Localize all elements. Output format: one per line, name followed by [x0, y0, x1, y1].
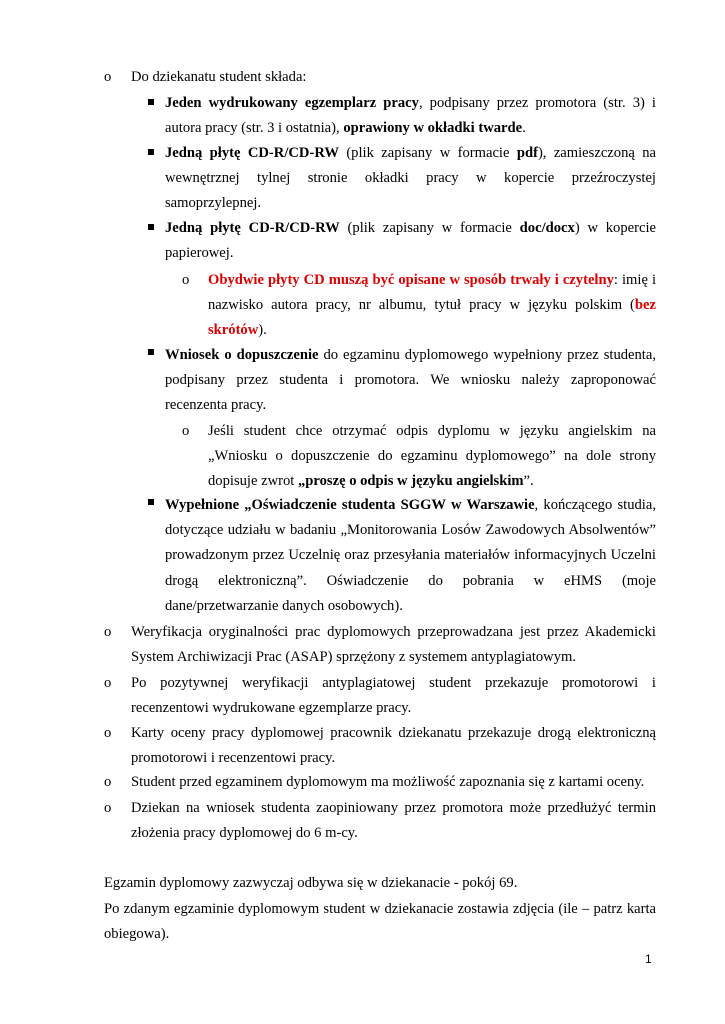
- list-item: Jedną płytę CD-R/CD-RW (plik zapisany w formacie pdf), zamieszczoną na: [165, 145, 656, 161]
- list-item-text: System Archiwizacji Prac (ASAP) sprzężony z systemem antyplagiatowym.: [131, 649, 577, 665]
- square-bullet-icon: [148, 149, 154, 155]
- list-item-text: dotyczące udziału w badaniu „Monitorowania Losów Zawodowych Absolwentów”: [165, 522, 656, 538]
- list-item-text: podpisany przez studenta i promotora. We wniosku należy zaproponować: [165, 372, 656, 388]
- list-item-text: recenzentowi wydrukowane egzemplarze pracy.: [131, 700, 412, 716]
- list-item: Do dziekanatu student składa:: [131, 69, 307, 85]
- list-item-text: recenzenta pracy.: [165, 397, 267, 413]
- list-item: Weryfikacja oryginalności prac dyplomowych przeprowadzana jest przez Akademicki: [131, 624, 656, 640]
- square-bullet-icon: [148, 99, 154, 105]
- list-item-text: nazwisko autora pracy, nr albumu, tytuł pracy w języku polskim (bez: [208, 297, 656, 313]
- square-bullet-icon: [148, 224, 154, 230]
- list-item: Po pozytywnej weryfikacji antyplagiatowej student przekazuje promotorowi i: [131, 675, 656, 691]
- paragraph: Egzamin dyplomowy zazwyczaj odbywa się w dziekanacie - pokój 69.: [104, 875, 518, 891]
- list-item-text: papierowej.: [165, 245, 234, 261]
- paragraph: Po zdanym egzaminie dyplomowym student w dziekanacie zostawia zdjęcia (ile – patrz karta: [104, 901, 656, 917]
- list-item-text: promotorowi i recenzentowi pracy.: [131, 750, 336, 766]
- list-marker: o: [104, 725, 112, 741]
- list-marker: o: [104, 774, 112, 790]
- list-marker: o: [104, 624, 112, 640]
- list-item-text: skrótów).: [208, 322, 267, 338]
- list-item: Obydwie płyty CD muszą być opisane w sposób trwały i czytelny: imię i: [208, 272, 656, 288]
- list-item: Wniosek o dopuszczenie do egzaminu dyplomowego wypełniony przez studenta,: [165, 347, 656, 363]
- square-bullet-icon: [148, 349, 154, 355]
- list-item-text: samoprzylepnej.: [165, 195, 262, 211]
- square-bullet-icon: [148, 499, 154, 505]
- list-marker: o: [104, 69, 112, 85]
- list-item: Student przed egzaminem dyplomowym ma możliwość zapoznania się z kartami oceny.: [131, 774, 645, 790]
- list-item: Dziekan na wniosek studenta zaopiniowany przez promotora może przedłużyć termin: [131, 800, 656, 816]
- list-item: Wypełnione „Oświadczenie studenta SGGW w Warszawie, kończącego studia,: [165, 497, 656, 513]
- list-item-text: złożenia pracy dyplomowej do 6 m-cy.: [131, 825, 358, 841]
- list-item: Jeśli student chce otrzymać odpis dyplomu w języku angielskim na: [208, 423, 656, 439]
- list-item-text: drogą elektroniczną”. Oświadczenie do pobrania w eHMS (moje: [165, 573, 656, 589]
- paragraph-text: obiegowa).: [104, 926, 170, 942]
- list-item: Jeden wydrukowany egzemplarz pracy, podpisany przez promotora (str. 3) i: [165, 95, 656, 111]
- list-marker: o: [104, 800, 112, 816]
- list-item-text: dane/przetwarzanie danych osobowych).: [165, 598, 403, 614]
- page-number: 1: [645, 952, 652, 966]
- list-marker: o: [182, 423, 190, 439]
- list-item-text: „Wniosku o dopuszczenie do egzaminu dyplomowego” na dole strony: [208, 448, 656, 464]
- list-marker: o: [182, 272, 190, 288]
- list-item-text: wewnętrznej tylnej stronie okładki pracy w kopercie przeźroczystej: [165, 170, 656, 186]
- list-marker: o: [104, 675, 112, 691]
- list-item-text: prowadzonym przez Uczelnię oraz przesyłania materiałów informacyjnych Uczelni: [165, 547, 656, 563]
- list-item-text: dopisuje zwrot „proszę o odpis w języku angielskim”.: [208, 473, 534, 489]
- list-item-text: autora pracy (str. 3 i ostatnia), oprawiony w okładki twarde.: [165, 120, 526, 136]
- list-item: Karty oceny pracy dyplomowej pracownik dziekanatu przekazuje drogą elektroniczną: [131, 725, 656, 741]
- list-item: Jedną płytę CD-R/CD-RW (plik zapisany w formacie doc/docx) w kopercie: [165, 220, 657, 236]
